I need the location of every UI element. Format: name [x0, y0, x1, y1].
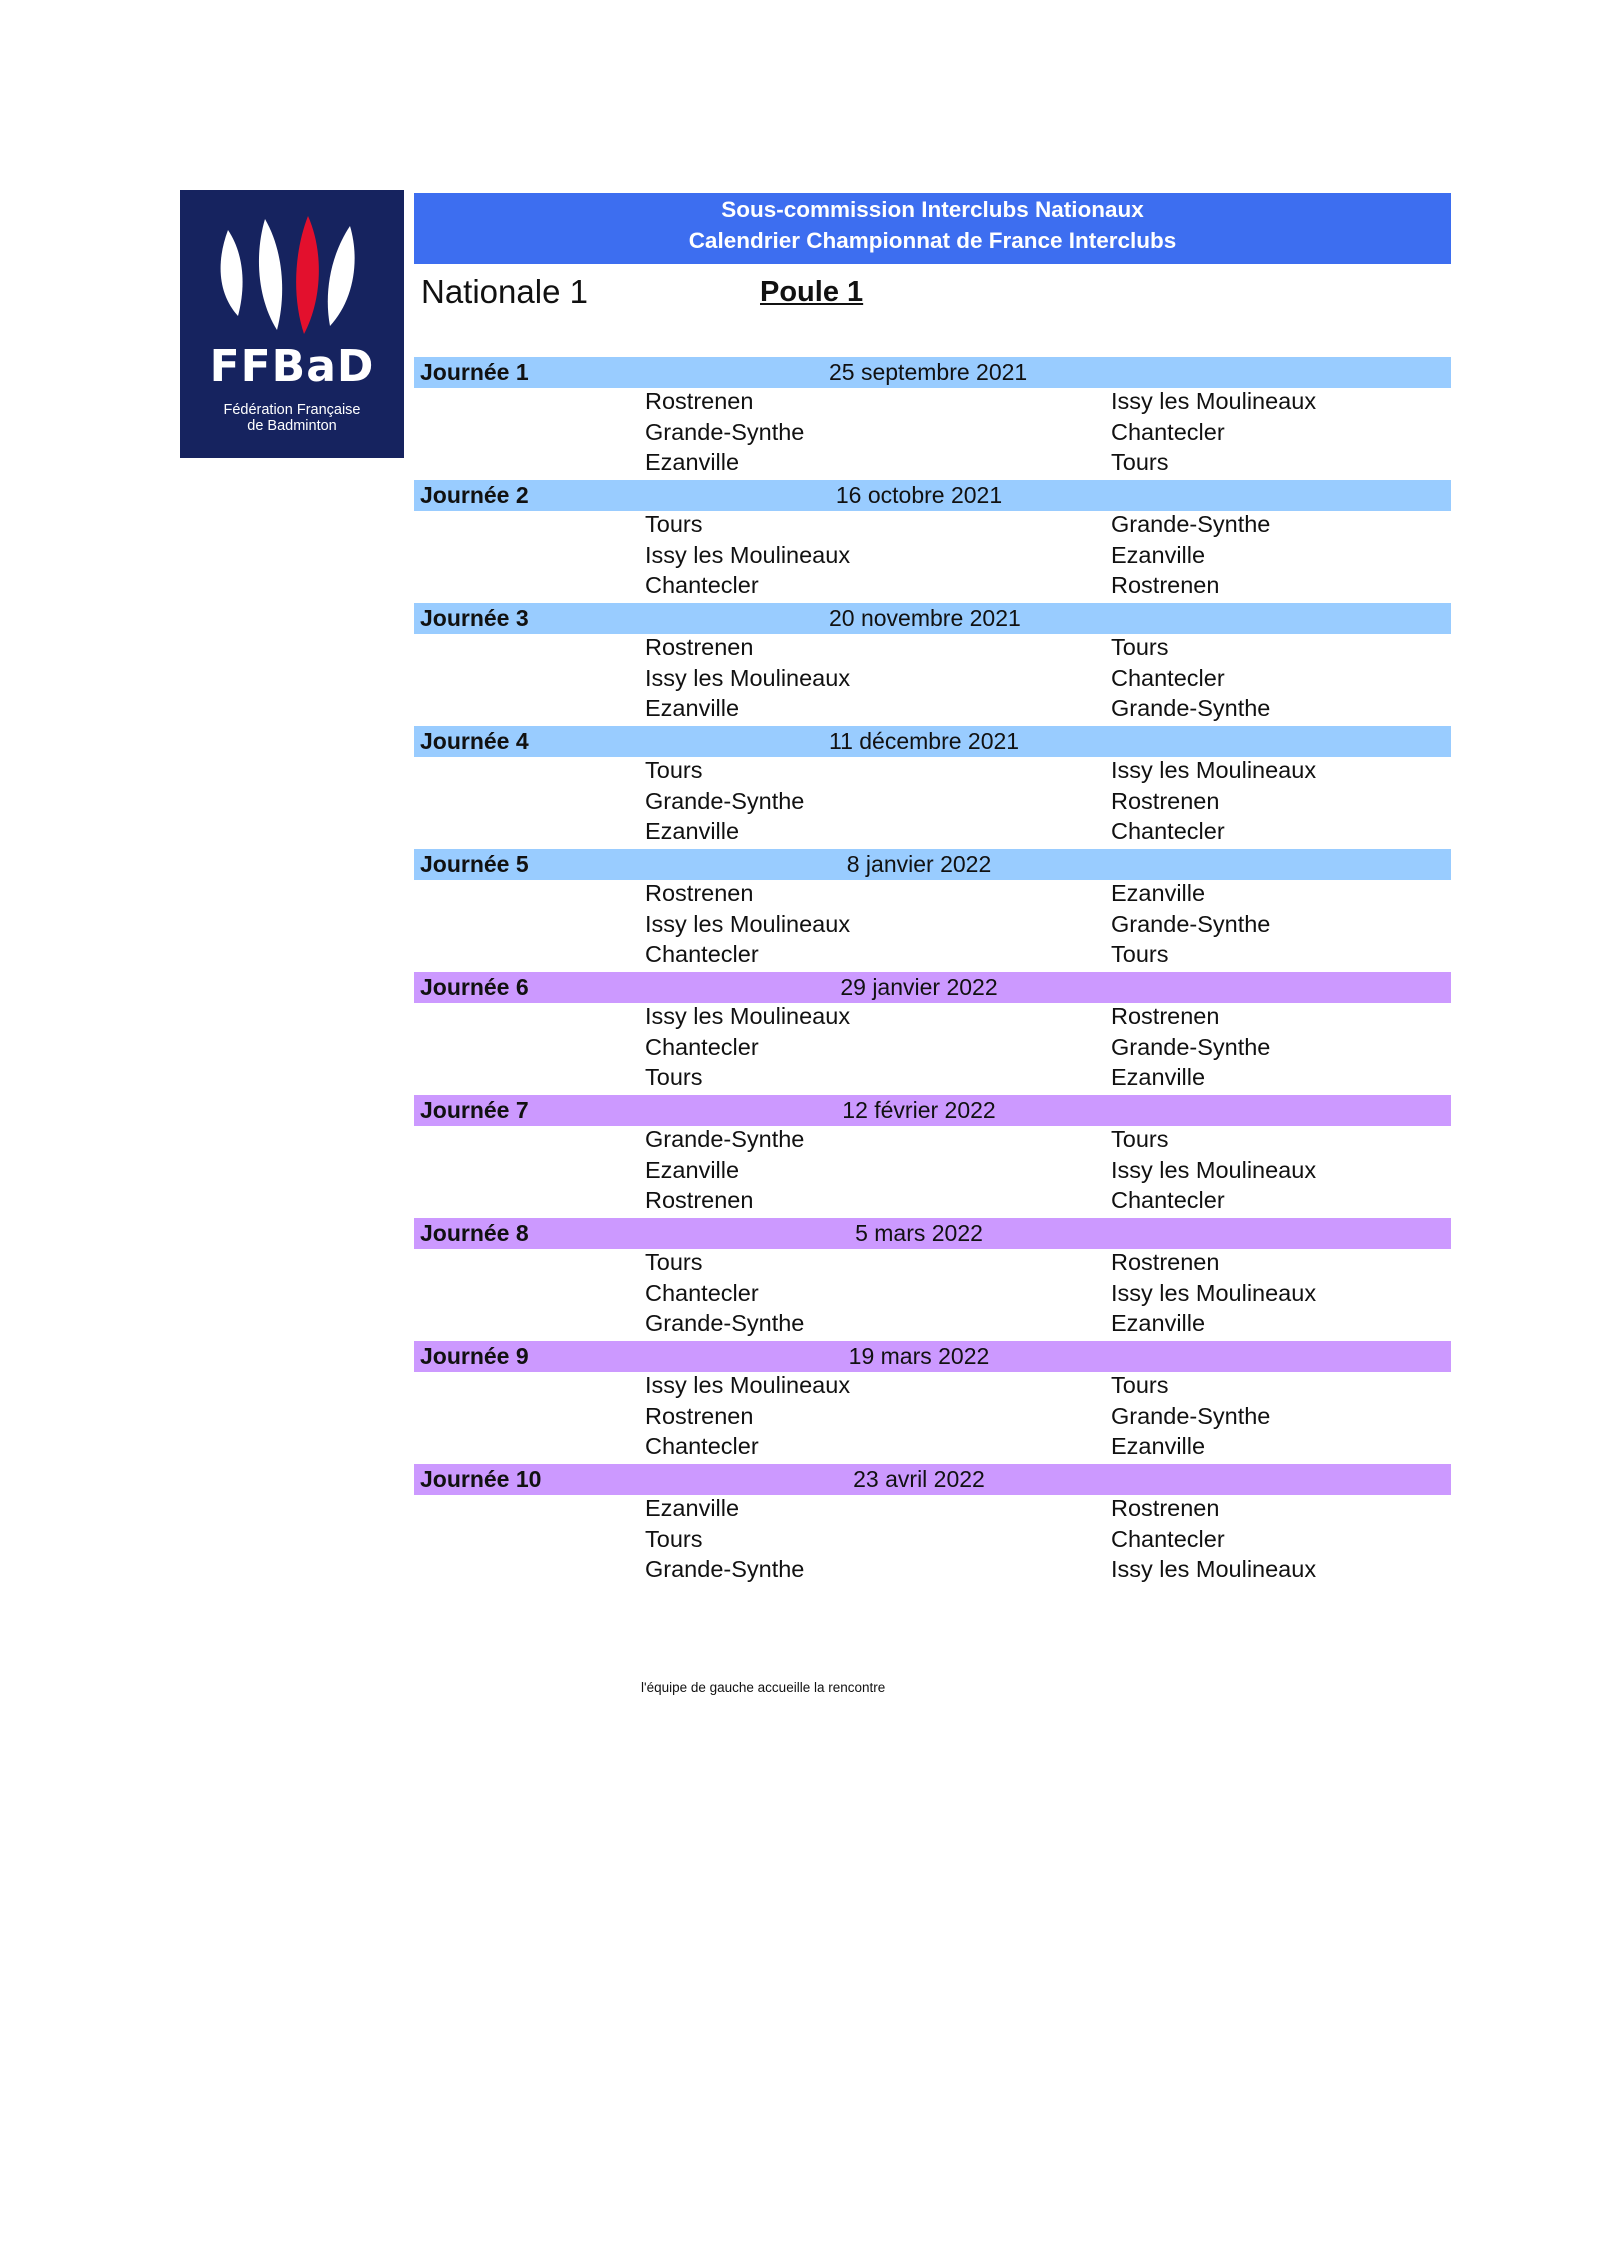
round-header [414, 849, 1451, 880]
home-team: Tours [645, 1064, 703, 1091]
home-team: Tours [645, 757, 703, 783]
away-team: Rostrenen [1111, 787, 1220, 814]
away-team: Rostrenen [1111, 1495, 1220, 1521]
home-team: Grande-Synthe [645, 1310, 805, 1337]
away-team: Tours [1111, 449, 1169, 476]
round-date: 5 mars 2022 [855, 1220, 983, 1246]
away-team: Issy les Moulineaux [1111, 1156, 1317, 1183]
home-team: Chantecler [645, 1433, 759, 1460]
round-header [414, 357, 1451, 388]
round-label: Journée 4 [420, 728, 529, 754]
round-header [414, 480, 1451, 511]
away-team: Chantecler [1111, 418, 1225, 445]
home-team: Chantecler [645, 1279, 759, 1306]
logo-subtitle-line-2: de Badminton [247, 418, 337, 434]
away-team: Grande-Synthe [1111, 695, 1271, 722]
round-date: 25 septembre 2021 [829, 359, 1028, 385]
round-header [414, 1095, 1451, 1126]
away-team: Issy les Moulineaux [1111, 388, 1317, 414]
away-team: Tours [1111, 1126, 1169, 1152]
away-team: Rostrenen [1111, 572, 1220, 599]
home-team: Ezanville [645, 818, 740, 845]
round-date: 29 janvier 2022 [840, 974, 998, 1000]
round-date: 23 avril 2022 [853, 1466, 985, 1492]
round-header [414, 603, 1451, 634]
home-team: Tours [645, 511, 703, 537]
home-team: Issy les Moulineaux [645, 541, 851, 568]
round-label: Journée 2 [420, 482, 529, 508]
round-header [414, 1341, 1451, 1372]
away-team: Tours [1111, 941, 1169, 968]
round-date: 12 février 2022 [842, 1097, 996, 1123]
header-title-line-1: Sous-commission Interclubs Nationaux [721, 197, 1144, 222]
away-team: Grande-Synthe [1111, 511, 1271, 537]
home-team: Grande-Synthe [645, 787, 805, 814]
home-team: Grande-Synthe [645, 1126, 805, 1152]
away-team: Grande-Synthe [1111, 1033, 1271, 1060]
home-team: Issy les Moulineaux [645, 1372, 851, 1398]
away-team: Tours [1111, 1372, 1169, 1398]
round-date: 16 octobre 2021 [835, 482, 1003, 508]
away-team: Issy les Moulineaux [1111, 1556, 1317, 1583]
round-date: 20 novembre 2021 [829, 605, 1021, 631]
away-team: Ezanville [1111, 541, 1206, 568]
round-header [414, 1464, 1451, 1495]
header-banner [414, 193, 1451, 264]
division-title: Nationale 1 [421, 273, 588, 310]
home-team: Issy les Moulineaux [645, 664, 851, 691]
home-team: Rostrenen [645, 634, 754, 660]
round-date: 11 décembre 2021 [829, 728, 1020, 754]
ffbad-logo [180, 190, 404, 458]
away-team: Ezanville [1111, 1433, 1206, 1460]
away-team: Tours [1111, 634, 1169, 660]
home-team: Chantecler [645, 1033, 759, 1060]
away-team: Ezanville [1111, 1064, 1206, 1091]
logo-brand-text: FFBaD [209, 341, 375, 392]
round-label: Journée 10 [420, 1466, 542, 1492]
home-team: Ezanville [645, 1495, 740, 1521]
round-header [414, 726, 1451, 757]
away-team: Rostrenen [1111, 1249, 1220, 1275]
away-team: Grande-Synthe [1111, 1402, 1271, 1429]
away-team: Issy les Moulineaux [1111, 757, 1317, 783]
home-team: Rostrenen [645, 880, 754, 906]
round-header [414, 972, 1451, 1003]
away-team: Ezanville [1111, 1310, 1206, 1337]
round-label: Journée 8 [420, 1220, 529, 1246]
header-title-line-2: Calendrier Championnat de France Interclubs [688, 228, 1177, 253]
poule-title: Poule 1 [760, 276, 864, 308]
away-team: Rostrenen [1111, 1003, 1220, 1029]
home-team: Tours [645, 1525, 703, 1552]
round-label: Journée 1 [420, 359, 529, 385]
away-team: Issy les Moulineaux [1111, 1279, 1317, 1306]
away-team: Chantecler [1111, 664, 1225, 691]
round-header [414, 1218, 1451, 1249]
home-team: Issy les Moulineaux [645, 910, 851, 937]
home-team: Tours [645, 1249, 703, 1275]
home-team: Ezanville [645, 1156, 740, 1183]
round-label: Journée 7 [420, 1097, 529, 1123]
home-team: Grande-Synthe [645, 1556, 805, 1583]
away-team: Chantecler [1111, 1525, 1225, 1552]
home-team: Issy les Moulineaux [645, 1003, 851, 1029]
round-date: 19 mars 2022 [848, 1343, 990, 1369]
round-label: Journée 9 [420, 1343, 529, 1369]
footnote: l'équipe de gauche accueille la rencontre [641, 1680, 886, 1695]
round-label: Journée 6 [420, 974, 529, 1000]
logo-subtitle-line-1: Fédération Française [223, 402, 361, 418]
round-label: Journée 3 [420, 605, 529, 631]
home-team: Grande-Synthe [645, 418, 805, 445]
round-label: Journée 5 [420, 851, 529, 877]
home-team: Chantecler [645, 941, 759, 968]
home-team: Rostrenen [645, 388, 754, 414]
away-team: Chantecler [1111, 818, 1225, 845]
home-team: Ezanville [645, 695, 740, 722]
home-team: Rostrenen [645, 1402, 754, 1429]
away-team: Chantecler [1111, 1187, 1225, 1214]
away-team: Ezanville [1111, 880, 1206, 906]
round-date: 8 janvier 2022 [846, 851, 992, 877]
away-team: Grande-Synthe [1111, 910, 1271, 937]
home-team: Rostrenen [645, 1187, 754, 1214]
home-team: Ezanville [645, 449, 740, 476]
home-team: Chantecler [645, 572, 759, 599]
